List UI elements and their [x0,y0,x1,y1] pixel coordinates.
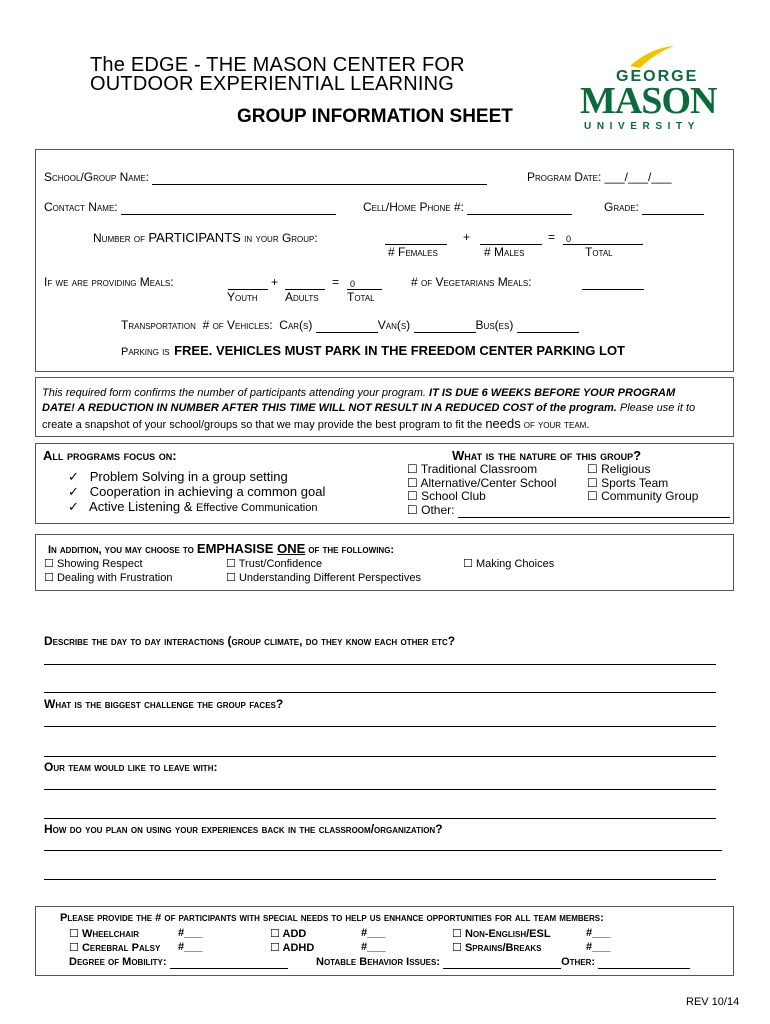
wheelchair-option[interactable] [69,927,139,940]
cerebral-palsy-count[interactable]: #___ [178,941,203,953]
mobility-field[interactable] [170,956,288,969]
plus-sign-1: + [463,230,471,244]
organization-title [90,56,465,94]
phone-label: Cell/Home Phone #: [363,200,464,214]
logo-word-university: UNIVERSITY [584,121,701,132]
males-field[interactable] [480,231,542,245]
emphasis-option-label: Showing Respect [56,558,143,570]
emphasis-option-label: Understanding Different Perspectives [238,572,421,584]
program-date-row [527,170,671,184]
behavior-label: Notable Behavior Issues: [316,956,440,968]
parking-notice [121,342,625,360]
answer-line[interactable] [44,756,716,757]
notice-text-end: of your team. [520,419,590,431]
meals-total-value: 0 [350,279,356,289]
behavior-field[interactable] [443,956,561,969]
checkbox-icon[interactable]: ☐ [270,942,280,954]
meals-total-field[interactable] [347,276,382,290]
question-biggest-challenge: What is the biggest challenge the group faces? [44,697,284,711]
check-icon: ✓ [68,499,79,514]
females-caption: # Females [388,245,438,259]
notice-text-part1: This required form confirms the number of participants attending your program. [42,387,430,399]
vehicles-label: # of Vehicles: [202,318,273,332]
notice-text-bold1: IT IS DUE 6 WEEKS BEFORE YOUR PROGRAM [429,387,676,399]
emphasis-col1 [44,557,173,585]
logo-accent-swoosh [630,46,674,68]
grade-row [604,200,704,215]
equals-sign-1: = [548,230,556,244]
nature-option-label: Traditional Classroom [420,462,538,476]
emphasis-col2 [226,557,421,585]
focus-item-text: Problem Solving in a group setting [89,469,288,484]
emphasis-option[interactable] [463,557,554,571]
participants-label-pre: Number of [93,231,145,245]
esl-count[interactable]: #___ [586,927,611,939]
sprains-option[interactable] [452,941,542,954]
answer-line[interactable] [44,789,716,790]
checkbox-icon[interactable]: ☐ [69,942,79,954]
vans-label: Van(s) [377,318,411,332]
cars-label: Car(s) [279,318,313,332]
logo-word-mason: MASON [580,80,717,122]
sprains-label: Sprains/Breaks [464,942,542,954]
contact-row [44,200,336,215]
focus-item [68,499,325,516]
transport-label: Transportation [121,318,196,332]
nature-options-right [587,463,698,504]
plus-sign-2: + [271,275,279,289]
nature-option[interactable] [587,463,698,477]
special-other-field[interactable] [598,956,690,969]
emphasis-option[interactable] [44,571,173,585]
checkbox-icon[interactable]: ☐ [452,942,462,954]
cerebral-palsy-option[interactable] [69,941,160,954]
nature-option-label: School Club [421,489,486,503]
emphasis-option-label: Trust/Confidence [238,558,323,570]
nature-option[interactable] [587,477,698,491]
grade-label: Grade: [604,200,639,214]
esl-label: Non-English/ESL [464,928,551,940]
wheelchair-count[interactable]: #___ [178,927,203,939]
answer-line[interactable] [44,818,716,819]
adhd-option[interactable] [270,941,314,954]
checkbox-icon[interactable]: ☐ [44,558,54,570]
special-other-label: Other: [561,956,596,968]
form-title: GROUP INFORMATION SHEET [237,106,513,127]
participants-label-post: in your Group: [244,231,318,245]
participants-label-main: PARTICIPANTS [148,230,241,245]
checkbox-icon[interactable]: ☐ [407,475,418,490]
participants-total-value: 0 [566,234,572,244]
mobility-row [69,956,288,969]
cars-field[interactable] [316,318,378,333]
add-option[interactable] [270,927,306,940]
check-icon: ✓ [68,469,79,484]
wheelchair-label: Wheelchair [81,928,139,940]
focus-item [68,484,325,499]
nature-heading: What is the nature of this group? [452,448,642,463]
revision-label: REV 10/14 [686,996,740,1008]
transport-row [121,318,579,333]
mobility-label: Degree of Mobility: [69,956,167,968]
checkbox-icon[interactable]: ☐ [587,489,598,503]
equals-sign-2: = [332,275,340,289]
checkbox-icon[interactable]: ☐ [407,502,418,517]
nature-option-label: Alternative/Center School [420,475,557,490]
participants-total-field[interactable] [563,231,643,245]
nature-option-label: Sports Team [601,475,669,490]
emphasis-option[interactable] [226,571,421,585]
checkbox-icon[interactable]: ☐ [407,462,418,476]
notice-text-part3: create a snapshot of your school/groups so that we may provide the best program to fit the [42,419,486,431]
program-date-field[interactable]: ___/___/___ [604,170,672,184]
answer-line[interactable] [44,692,716,693]
buses-field[interactable] [517,318,579,333]
check-icon: ✓ [68,484,79,499]
adhd-label: ADHD [282,942,315,954]
school-group-row [44,170,487,185]
adults-field[interactable] [285,276,325,290]
checkbox-icon[interactable]: ☐ [44,572,54,584]
focus-item-small-text: Effective Communication [195,502,318,514]
cerebral-palsy-label: Cerebral Palsy [81,942,161,954]
add-label: ADD [282,928,307,940]
emphasis-heading [48,540,394,558]
checkbox-icon[interactable]: ☐ [270,928,280,940]
organization-title-line1: The EDGE - THE MASON CENTER FOR [90,54,465,76]
emphasis-heading-one: ONE [277,541,306,556]
focus-list [68,469,325,516]
question-day-to-day: Describe the day to day interactions (group climate, do they know each other etc? [44,634,456,648]
females-field[interactable] [385,231,447,245]
nature-option-other[interactable] [407,504,730,519]
vans-field[interactable] [414,318,476,333]
emphasis-heading-post: of the following: [305,544,395,556]
answer-line[interactable] [44,664,716,665]
focus-item-text: Cooperation in achieving a common goal [89,484,326,499]
sprains-count[interactable]: #___ [586,941,611,953]
youth-caption: Youth [227,290,258,304]
add-count[interactable]: #___ [361,927,386,939]
checkbox-icon[interactable]: ☐ [452,928,462,940]
question-back-in-classroom: How do you plan on using your experiences back in the classroom/organization? [44,822,443,836]
school-group-label: School/Group Name: [44,170,149,184]
adults-caption: Adults [285,290,319,304]
checkbox-icon[interactable]: ☐ [69,928,79,940]
participants-label [93,230,318,245]
emphasis-option-label: Dealing with Frustration [56,572,173,584]
notice-text [42,386,727,433]
other-label: Other: [421,502,455,517]
checkbox-icon[interactable]: ☐ [587,462,598,476]
george-mason-logo [578,46,720,132]
emphasis-heading-main: EMPHASISE [196,541,278,556]
parking-main: FREE. VEHICLES MUST PARK IN THE FREEDOM CENTER PARKING LOT [174,343,626,358]
emphasis-option[interactable] [226,557,421,571]
program-date-label: Program Date: [527,170,602,184]
behavior-row [316,956,690,969]
adhd-count[interactable]: #___ [361,941,386,953]
vegetarian-field[interactable] [582,276,644,290]
checkbox-icon[interactable]: ☐ [463,558,473,570]
buses-label: Bus(es) [475,318,514,332]
checkbox-icon[interactable]: ☐ [226,558,236,570]
phone-field[interactable] [467,200,572,215]
notice-text-bold2: DATE! A REDUCTION IN NUMBER AFTER THIS TIME WILL NOT RESULT IN A REDUCED COST of the program. [42,402,617,414]
notice-text-part2: Please use it to [616,402,696,414]
emphasis-heading-pre: In addition, you may choose to [48,544,197,556]
answer-line[interactable] [44,726,716,727]
special-needs-heading: Please provide the # of participants with special needs to help us enhance opportunities for all team members: [60,912,604,924]
grade-field[interactable] [642,200,704,215]
vegetarian-label: # of Vegetarians Meals: [411,275,532,289]
nature-option-label: Religious [601,462,651,476]
emphasis-col3 [463,557,554,571]
logo-word-george: GEORGE [616,68,699,85]
question-leave-with: Our team would like to leave with: [44,760,218,774]
organization-title-line2: OUTDOOR EXPERIENTIAL LEARNING [90,73,455,95]
focus-heading: All programs focus on: [43,448,177,463]
nature-option-label: Community Group [601,489,699,503]
contact-field[interactable] [121,200,336,215]
participants-total-caption: Total [585,245,613,259]
contact-label: Contact Name: [44,200,118,214]
emphasis-option[interactable] [44,557,173,571]
phone-row [363,200,572,215]
notice-text-needs: needs [485,416,521,431]
other-field[interactable] [458,504,730,519]
parking-pre: Parking is [121,346,170,358]
checkbox-icon[interactable]: ☐ [407,489,418,503]
esl-option[interactable] [452,927,551,940]
checkbox-icon[interactable]: ☐ [587,475,598,490]
school-group-field[interactable] [152,170,487,185]
meals-label: If we are providing Meals: [44,275,174,289]
focus-item [68,469,325,484]
checkbox-icon[interactable]: ☐ [226,572,236,584]
focus-item-text: Active Listening & [89,499,196,514]
nature-option[interactable] [587,490,698,504]
answer-line[interactable] [44,850,722,851]
youth-field[interactable] [228,276,268,290]
males-caption: # Males [484,245,525,259]
emphasis-option-label: Making Choices [475,558,555,570]
answer-line[interactable] [44,879,716,880]
meals-total-caption: Total [347,290,375,304]
